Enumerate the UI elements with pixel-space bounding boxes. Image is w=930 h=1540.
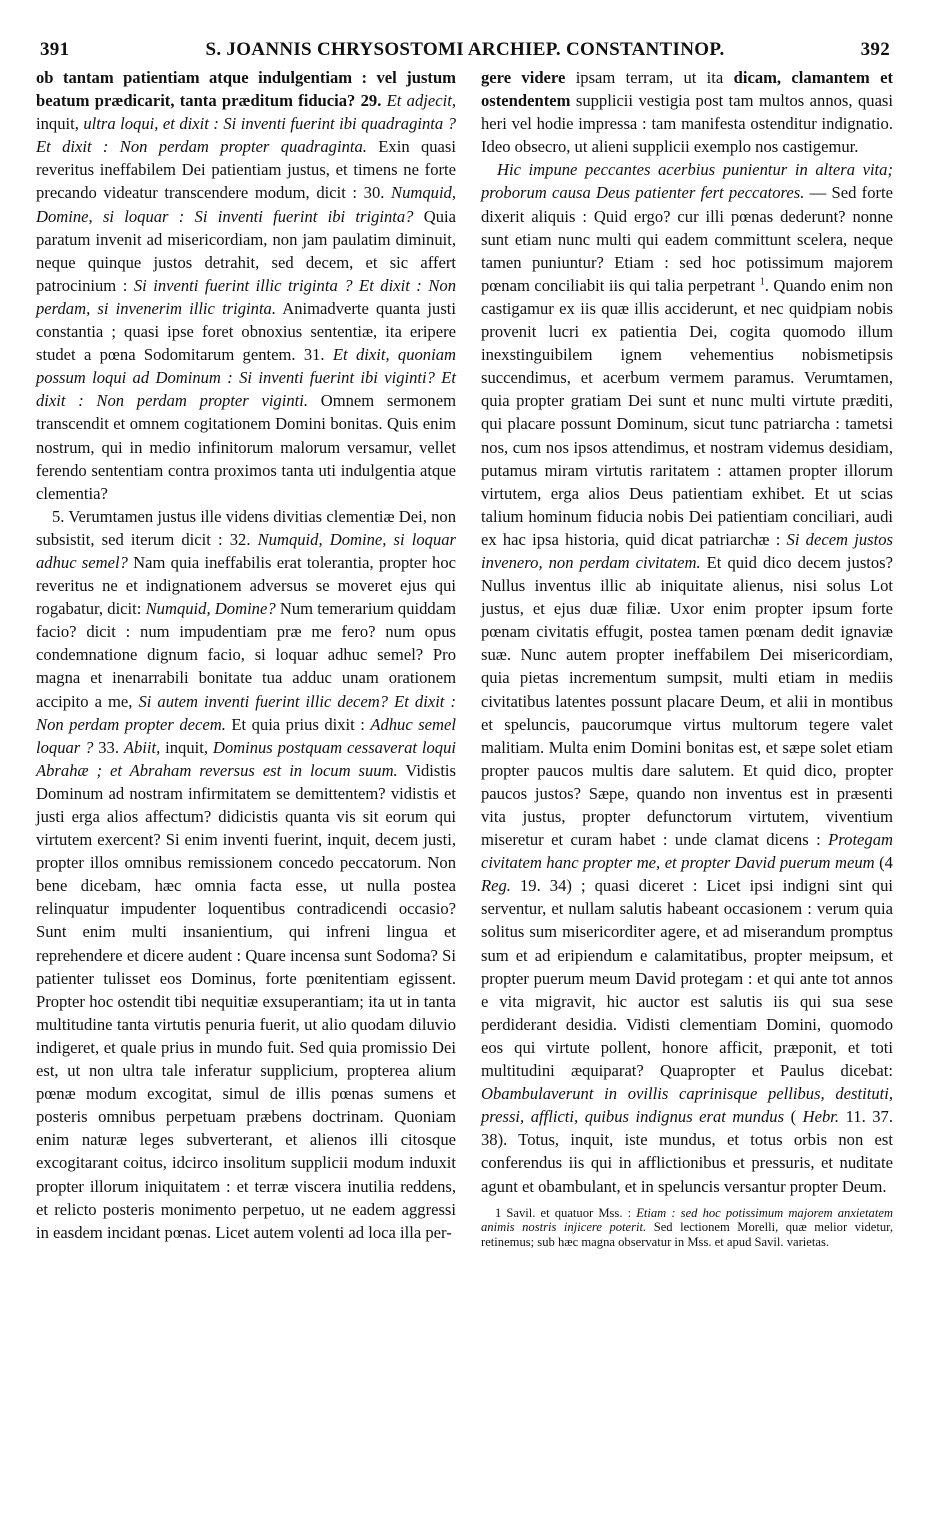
text-run: Et dixit, quoniam possum loqui ad Dominum : Si inventi fuerint ibi viginti? Et dixit : Non perdam propter viginti. — [36, 345, 456, 411]
text-run: 33. — [93, 737, 124, 757]
text-run: Etiam : sed hoc potissimum majorem anxietatem animis nostris injicere poterit. — [481, 1205, 894, 1235]
text-run: Et quid dico decem justos? Nullus inventus illic ab iniquitate alienus, nisi solus Lot justus, et ejus duæ filiæ. Uxor enim propter ipsum forte pœnam civitatis effugit, postea tamen pœnam dedit ignaviæ suæ. Nunc autem propter ineffabilem Dei misericordiam, quia pietas incrementum sumpsit, multi etiam in mediis civitatibus latentes possunt placare Deum, et alii in montibus et speluncis, paucorumque virtus multorum tegere valet malitiam. Multa enim Domini bonitas est, et sæpe solet etiam propter paucos multis dare salutem. Et quid dico, propter paucos justos? Sæpe, quando non inventus est in præsenti vita justus, propter defunctorum virtutem, viventium miseretur et curam habet : unde clamat dicens : — [481, 552, 894, 850]
text-run: 19. 34) ; quasi diceret : Licet ipsi indigni sint qui serventur, et nullam salutis habeant occasionem : verum quia solitus sum misericorditer agere, et ad miserandum promptus sum et ad eripiendum e calamitatibus, propter meipsum, et propter puerum meum David protegam : et qui ante tot annos e vita migravit, hic auctor est salutis iis qui sua sese perdiderant desidia. Vidisti clementiam Domini, quomodo eos qui virtute pollent, honore afficit, præponit, et toti multitudini æquiparat? Quapropter et Paulus dicebat: — [481, 876, 893, 1081]
text-run: Dominus postquam cessaverat loqui Abrahæ ; et Abraham reversus est in locum suum. — [36, 737, 456, 780]
text-run: Numquid, Domine? — [145, 599, 276, 619]
text-run: Numquid, Domine, si loquar adhuc semel? — [36, 529, 456, 572]
paragraph — [481, 158, 893, 1197]
text-run: inquit, — [36, 114, 84, 134]
text-run: Numquid, Domine, si loquar : Si inventi fuerint ibi triginta? — [36, 183, 456, 226]
text-run: Sed lectionem Morelli, quæ melior videtur, retinemus; sub hæc magna observatur in Mss. et apud Savil. varietas. — [481, 1220, 893, 1249]
text-run: Adhuc semel loquar ? — [36, 714, 456, 757]
text-run: Exin quasi reveritus ineffabilem Dei patientiam justus, et timens ne forte precando videatur transcendere modum, dicit : 30. — [36, 137, 456, 203]
text-run: Animadverte quanta justi constantia ; quasi ipse foret obnoxius sententiæ, ita eripere studet a pœna Sodomitarum gentem. 31. — [36, 298, 456, 365]
text-run: 11. 37. 38). Totus, inquit, iste mundus, et totus orbis non est conferendus iis qui in afflictionibus et pressuris, et nuditate agunt et obambulant, et in speluncis versantur propter Deum. — [481, 1107, 894, 1196]
text-run: Et quia prius dixit : — [225, 714, 371, 734]
paragraph — [36, 505, 456, 1244]
text-run: Hic impune peccantes acerbius punientur in altera vita; proborum causa Deus patienter fert peccatores. — [481, 160, 893, 203]
text-run: 5. Verumtamen justus ille videns divitias clementiæ Dei, non subsistit, sed iterum dicit : 32. — [36, 506, 456, 549]
text-run: ob tantam patientiam atque indulgentiam : vel justum beatum prædicarit, tanta præditum fiducia? 29. — [36, 68, 456, 111]
text-run: ipsam terram, ut ita — [565, 68, 734, 87]
text-run: Quia paratum invenit ad misericordiam, non jam paulatim diminuit, neque quinque justos detrahit, sed decem, et sic affert patrocinium : — [36, 206, 456, 295]
text-run: Num temerarium quiddam facio? dicit : num impudentiam præ me fero? num opus condemnatione dignum facio, si loquar adhuc semel? Pro magna et inenarrabili bonitate tua adduc unam orationem accipito a me, — [36, 599, 457, 711]
text-run: (4 — [874, 853, 893, 873]
text-run: dicam, clamantem et ostendentem — [481, 68, 893, 111]
text-run: Si autem inventi fuerint illic decem? Et dixit : Non perdam propter decem. — [36, 691, 456, 734]
left-column — [36, 66, 456, 1244]
text-run: Si inventi fuerint illic triginta ? Et dixit : Non perdam, si invenerim illic triginta. — [36, 275, 456, 318]
text-run: Vidistis Dominum ad nostram infirmitatem se demittentem? vidistis et justi erga alios affectum? didicistis quanta vis sit eorum qui virtutem exercent? Si enim inventi fuerint, inquit, decem justi, propter illos omnibus remissionem concedo peccatorum. Non bene dicebam, hæc omnia facta esse, ut nulla postea relinquatur impudenter loquentibus contradicendi occasio? Sunt enim multi insanientium, qui infreni lingua et reprehendere et dicere audent : Quare incensa sunt Sodoma? Si patienter tulisset eos Dominus, forte pœnitentiam egissent. Propter hoc ostendit tibi nequitiæ exsuperantiam; ita ut in tanta multitudine tanta virtutis penuria fuerit, ut alio quodam diluvio indigeret, et quale prius in mundo fuit. Sed quia promissio Dei est, ut non ultra tale inferatur supplicium, propterea alium pœnæ modum excogitat, simul de illis pœnas sumens et posteris omnibus perpetuam præbens doctrinam. Quoniam enim naturæ leges subverterant, et alienos illi citosque excogitarant coitus, idcirco insolitum supplicii modum induxit propter illorum iniquitatem : et terræ viscera inutilia reddens, et relicto posteris monimento perpetuo, ut ne eadem aggressi in easdem incidant pœnas. Licet autem volenti ad loca illa per- — [36, 760, 456, 1242]
text-run: Omnem sermonem transcendit et omnem cogitationem Domini bonitas. Quis enim nostrum, qui in medio infinitorum malorum versamur, vellet ferendo sententiam contra proximos tanta uti indulgentia atque clementia? — [36, 391, 456, 503]
text-run: . Quando enim non castigamur ex iis quæ illis acciderunt, et nec quidpiam nobis provenit lucri ex patientia Dei, cogita quomodo illum inexstinguibilem ignem vehementius nobismetipsis succendimus, et acerbum vermem paramus. Verumtamen, quia propter gratiam Dei sunt et nunc multi virtute præditi, qui placare possunt Dominum, sicut tunc patriarcha : tametsi nos, cum nos ipsos attendimus, et nostram videmus desidiam, putamus miram virtutis raritatem : attamen propter illorum virtutem, erga alios Deus patientiam exhibet. Et ut scias talium hominum fiducia nobis Dei patientiam conciliari, audi ex hac ipsa historia, quid dicat patriarchæ : — [481, 275, 893, 549]
text-run: inquit, — [160, 737, 213, 757]
footnote-marker: 1 — [759, 276, 765, 288]
text-run: Abiit, — [123, 737, 161, 757]
text-run: ultra loqui, et dixit : Si inventi fuerint ibi quadraginta ? Et dixit : Non perdam propter quadraginta. — [36, 114, 456, 157]
running-title: S. JOANNIS CHRYSOSTOMI ARCHIEP. CONSTANTINOP. — [205, 39, 725, 60]
text-run: supplicii vestigia post tam multos annos, quasi heri vel hodie impressa : tam manifesta ostenditur indignatio. Ideo obsecro, ut alieni supplicii exemplo nos castigemur. — [481, 91, 893, 157]
text-run: Hebr. — [802, 1107, 840, 1127]
text-run: Nam quia ineffabilis erat tolerantia, propter hoc reveritus ne et indignationem adversus se moveret ejus qui rogabatur, dicit: — [36, 552, 457, 619]
page-number-right: 392 — [860, 39, 890, 60]
text-run: 1 Savil. et quatuor Mss. : — [495, 1205, 637, 1220]
text-run: Obambulaverunt in ovillis caprinisque pellibus, destituti, pressi, afflicti, quibus indignus erat mundus — [481, 1084, 893, 1127]
text-run: gere videre — [481, 68, 566, 87]
text-run: Et adjecit, — [386, 91, 456, 111]
paragraph — [36, 66, 456, 505]
text-run: Protegam civitatem hanc propter me, et propter David puerum meum — [481, 830, 893, 873]
text-run: — Sed forte dixerit aliquis : Quid ergo? cur illi pœnas dederunt? nonne sunt etiam nunc multi qui eadem committunt scelera, neque tamen puniuntur? Etiam : sed hoc potissimum majorem pœnam conciliabit iis qui talia perpetrant — [481, 183, 893, 295]
text-run: Si decem justos invenero, non perdam civitatem. — [481, 529, 893, 572]
footnote — [481, 1206, 893, 1250]
running-header — [40, 36, 890, 64]
text-run: Reg. — [481, 876, 511, 896]
text-run: ( — [784, 1107, 803, 1127]
page-number-left: 391 — [40, 39, 70, 60]
right-column — [481, 66, 893, 1249]
paragraph — [481, 66, 893, 158]
